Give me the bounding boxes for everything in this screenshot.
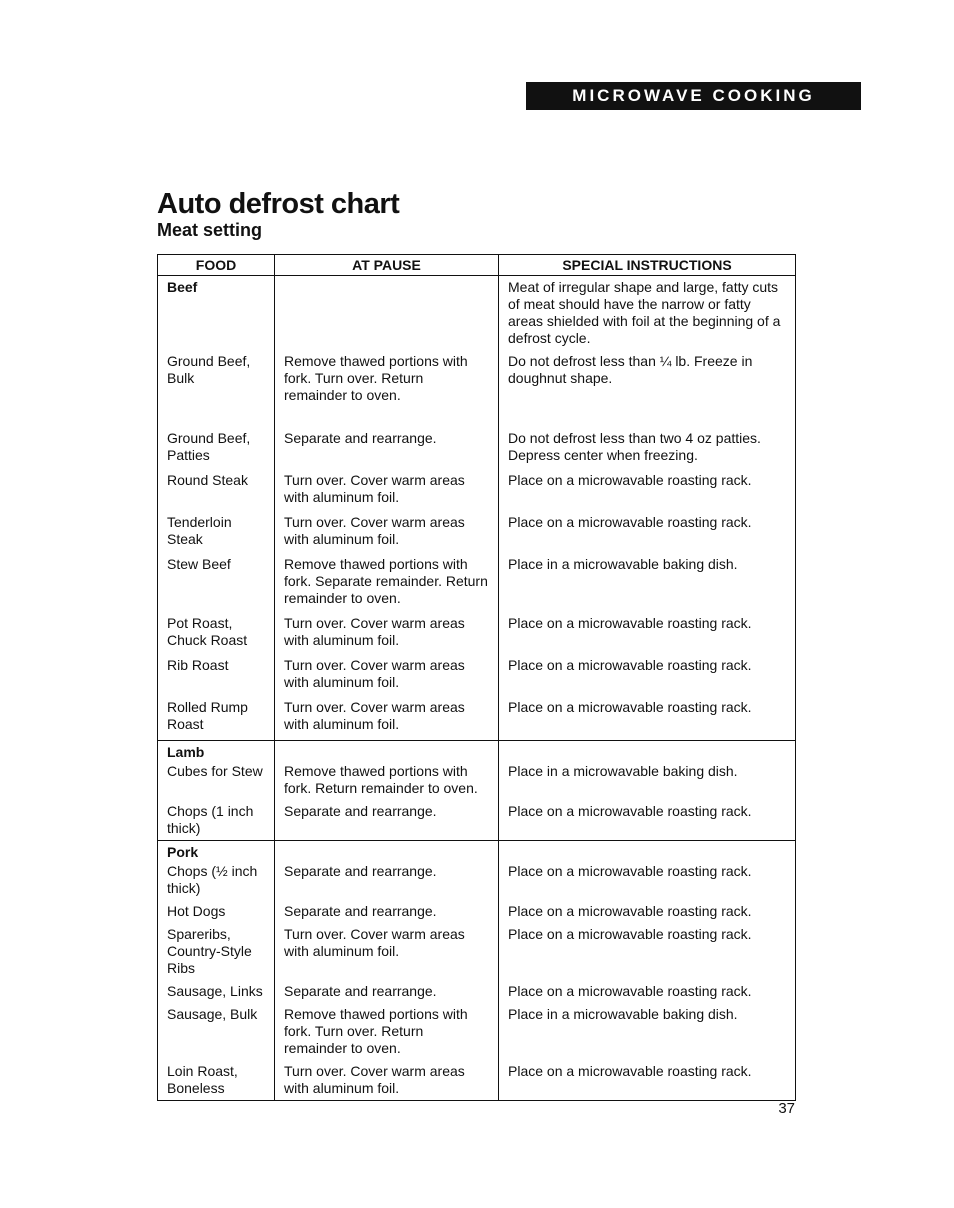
column-header-food: FOOD <box>158 255 275 276</box>
food-cell <box>158 841 275 901</box>
food-cell <box>158 612 275 654</box>
special-instructions-cell: Place on a microwavable roasting rack. <box>499 1060 796 1101</box>
at-pause-cell: Turn over. Cover warm areas with aluminum foil. <box>275 923 499 980</box>
food-name: Chops (½ inch thick) <box>167 863 258 896</box>
table-header-row <box>158 255 796 276</box>
special-instructions-cell: Place on a microwavable roasting rack. <box>499 469 796 511</box>
food-cell <box>158 654 275 696</box>
food-name: Pot Roast, Chuck Roast <box>167 615 248 648</box>
special-instructions-cell: Place on a microwavable roasting rack. <box>499 511 796 553</box>
at-pause-cell: Separate and rearrange. <box>275 900 499 923</box>
food-cell <box>158 900 275 923</box>
food-name: Rib Roast <box>167 657 229 673</box>
table-row <box>158 654 796 696</box>
food-cell <box>158 1003 275 1060</box>
special-instructions-cell: Place on a microwavable roasting rack. <box>499 900 796 923</box>
special-instructions-cell: Place on a microwavable roasting rack. <box>499 980 796 1003</box>
food-cell <box>158 696 275 741</box>
special-instructions-cell: Do not defrost less than ¼ lb. Freeze in doughnut shape. <box>499 350 796 427</box>
special-instructions-cell: Place on a microwavable roasting rack. <box>499 654 796 696</box>
special-instructions-cell: Place in a microwavable baking dish. <box>499 741 796 801</box>
column-header-special-instructions: SPECIAL INSTRUCTIONS <box>499 255 796 276</box>
at-pause-cell: Turn over. Cover warm areas with aluminum foil. <box>275 612 499 654</box>
table-row <box>158 1060 796 1101</box>
special-instructions-cell: Meat of irregular shape and large, fatty cuts of meat should have the narrow or fatty areas shielded with foil at the beginning of a defrost cycle. <box>499 276 796 351</box>
special-instructions-cell: Place in a microwavable baking dish. <box>499 1003 796 1060</box>
special-instructions-cell: Place on a microwavable roasting rack. <box>499 800 796 841</box>
section-banner: MICROWAVE COOKING <box>526 82 861 110</box>
table-row <box>158 841 796 901</box>
food-cell <box>158 800 275 841</box>
special-instructions-cell: Place on a microwavable roasting rack. <box>499 696 796 741</box>
section-label: Beef <box>167 279 198 295</box>
at-pause-cell: Remove thawed portions with fork. Turn over. Return remainder to oven. <box>275 350 499 427</box>
table-row <box>158 900 796 923</box>
food-cell <box>158 276 275 351</box>
table-row <box>158 553 796 612</box>
food-name: Sausage, Bulk <box>167 1006 258 1022</box>
food-cell <box>158 980 275 1003</box>
special-instructions-cell: Place on a microwavable roasting rack. <box>499 841 796 901</box>
special-instructions-cell: Do not defrost less than two 4 oz patties. Depress center when freezing. <box>499 427 796 469</box>
special-instructions-cell: Place in a microwavable baking dish. <box>499 553 796 612</box>
table-row <box>158 800 796 841</box>
at-pause-cell: Separate and rearrange. <box>275 427 499 469</box>
food-name: Loin Roast, Boneless <box>167 1063 238 1096</box>
table-row <box>158 696 796 741</box>
table-row <box>158 1003 796 1060</box>
page-subtitle: Meat setting <box>157 220 263 240</box>
at-pause-cell <box>275 276 499 351</box>
food-name: Tenderloin Steak <box>167 514 232 547</box>
at-pause-cell: Separate and rearrange. <box>275 841 499 901</box>
page-title: Auto defrost chart <box>157 188 400 220</box>
section-label: Lamb <box>167 744 205 760</box>
table-row <box>158 469 796 511</box>
food-name: Sausage, Links <box>167 983 263 999</box>
special-instructions-cell: Place on a microwavable roasting rack. <box>499 923 796 980</box>
food-cell <box>158 1060 275 1101</box>
at-pause-cell: Turn over. Cover warm areas with aluminum foil. <box>275 511 499 553</box>
table-row <box>158 350 796 427</box>
at-pause-cell: Turn over. Cover warm areas with aluminum foil. <box>275 1060 499 1101</box>
food-name: Ground Beef, Patties <box>167 430 251 463</box>
defrost-chart-table <box>157 254 796 1101</box>
table-row <box>158 980 796 1003</box>
at-pause-cell: Separate and rearrange. <box>275 800 499 841</box>
at-pause-cell: Turn over. Cover warm areas with aluminum foil. <box>275 469 499 511</box>
food-name: Hot Dogs <box>167 903 226 919</box>
section-label: Pork <box>167 844 199 860</box>
at-pause-cell: Turn over. Cover warm areas with aluminum foil. <box>275 654 499 696</box>
table-row <box>158 427 796 469</box>
food-cell <box>158 553 275 612</box>
at-pause-cell: Turn over. Cover warm areas with aluminum foil. <box>275 696 499 741</box>
food-cell <box>158 427 275 469</box>
food-name: Chops (1 inch thick) <box>167 803 254 836</box>
table-row <box>158 612 796 654</box>
food-name: Cubes for Stew <box>167 763 263 779</box>
table-row <box>158 741 796 801</box>
table-row <box>158 511 796 553</box>
food-cell <box>158 923 275 980</box>
food-name: Round Steak <box>167 472 248 488</box>
food-name: Rolled Rump Roast <box>167 699 248 732</box>
food-name: Spareribs, Country-Style Ribs <box>167 926 252 976</box>
food-name: Stew Beef <box>167 556 231 572</box>
special-instructions-cell: Place on a microwavable roasting rack. <box>499 612 796 654</box>
food-cell <box>158 469 275 511</box>
at-pause-cell: Remove thawed portions with fork. Separate remainder. Return remainder to oven. <box>275 553 499 612</box>
table-row <box>158 276 796 351</box>
food-cell <box>158 511 275 553</box>
page-number: 37 <box>778 1100 795 1117</box>
food-name: Ground Beef, Bulk <box>167 353 251 386</box>
at-pause-cell: Separate and rearrange. <box>275 980 499 1003</box>
table-body <box>158 276 796 1101</box>
at-pause-cell: Remove thawed portions with fork. Turn over. Return remainder to oven. <box>275 1003 499 1060</box>
at-pause-cell: Remove thawed portions with fork. Return remainder to oven. <box>275 741 499 801</box>
food-cell <box>158 350 275 427</box>
column-header-at-pause: AT PAUSE <box>275 255 499 276</box>
food-cell <box>158 741 275 801</box>
table-row <box>158 923 796 980</box>
